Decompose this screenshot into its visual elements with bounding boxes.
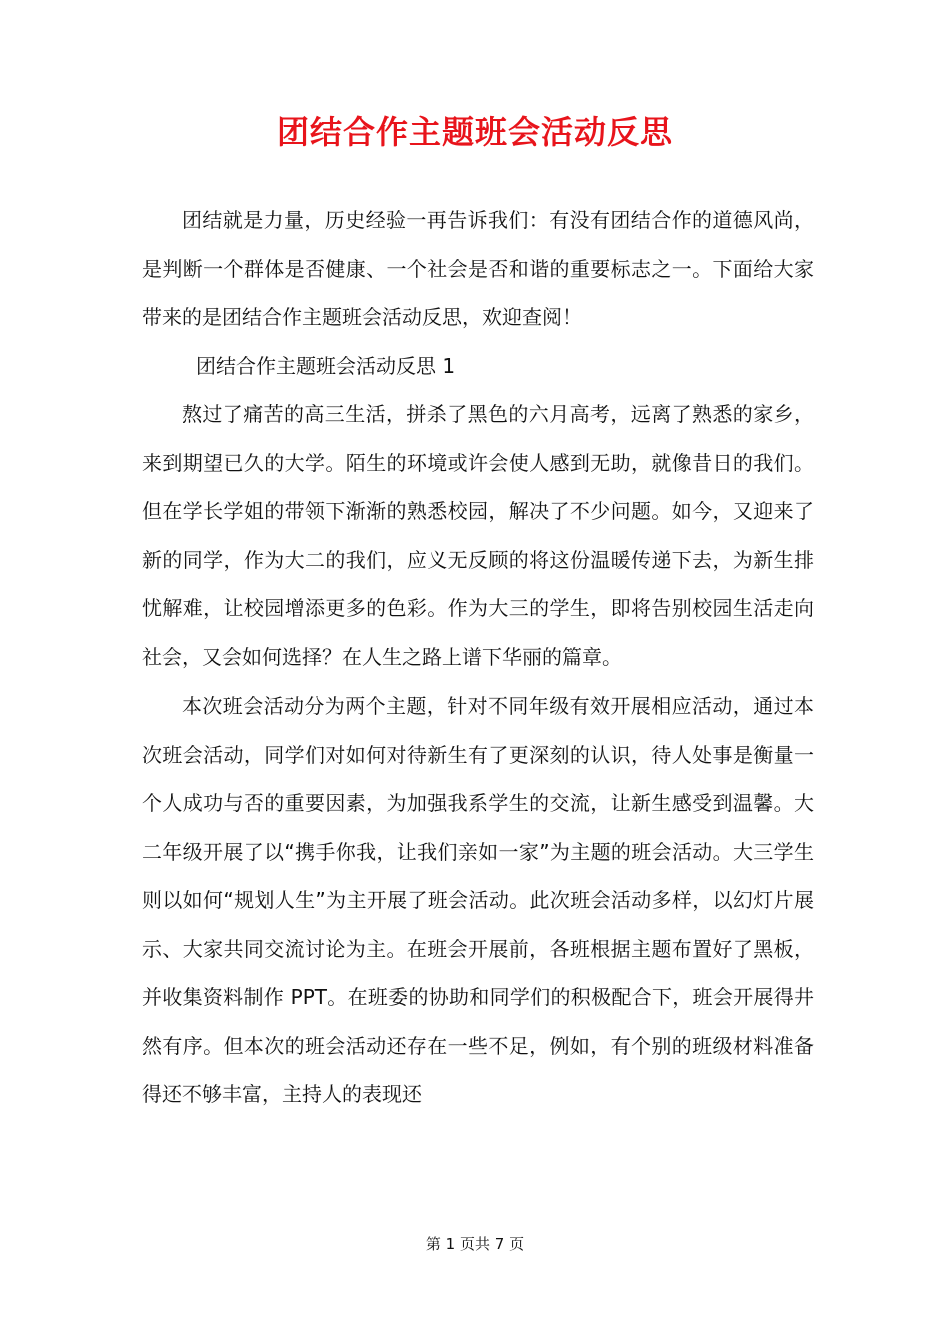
body-paragraph-1: 熬过了痛苦的高三生活，拼杀了黑色的六月高考，远离了熟悉的家乡，来到期望已久的大学。陌生的环境或许会使人感到无助，就像昔日的我们。但在学长学姐的带领下渐渐的熟悉校园，解决了不少问题。如今，又迎来了新的同学，作为大二的我们，应义无反顾的将这份温暖传递下去，为新生排忧解难，让校园增添更多的色彩。作为大三的学生，即将告别校园生活走向社会，又会如何选择？在人生之路上谱下华丽的篇章。 [142, 402, 814, 669]
page-number: 第 1 页共 7 页 [425, 1235, 525, 1253]
intro-paragraph: 团结就是力量，历史经验一再告诉我们：有没有团结合作的道德风尚，是判断一个群体是否健康、一个社会是否和谐的重要标志之一。下面给大家带来的是团结合作主题班会活动反思，欢迎查阅！ [142, 208, 814, 329]
section-heading: 团结合作主题班会活动反思 1 [196, 353, 456, 378]
document-title: 团结合作主题班会活动反思 [276, 113, 673, 151]
body-paragraph-2: 本次班会活动分为两个主题，针对不同年级有效开展相应活动，通过本次班会活动，同学们对如何对待新生有了更深刻的认识，待人处事是衡量一个人成功与否的重要因素，为加强我系学生的交流，让新生感受到温馨。大二年级开展了以“携手你我，让我们亲如一家”为主题的班会活动。大三学生则以如何“规划人生”为主开展了班会活动。此次班会活动多样，以幻灯片展示、大家共同交流讨论为主。在班会开展前，各班根据主题布置好了黑板，并收集资料制作 PPT。在班委的协助和同学们的积极配合下，班会开展得井然有序。但本次的班会活动还存在一些不足，例如，有个别的班级材料准备得还不够丰富，主持人的表现还 [142, 694, 814, 1106]
document-body [142, 196, 814, 1119]
